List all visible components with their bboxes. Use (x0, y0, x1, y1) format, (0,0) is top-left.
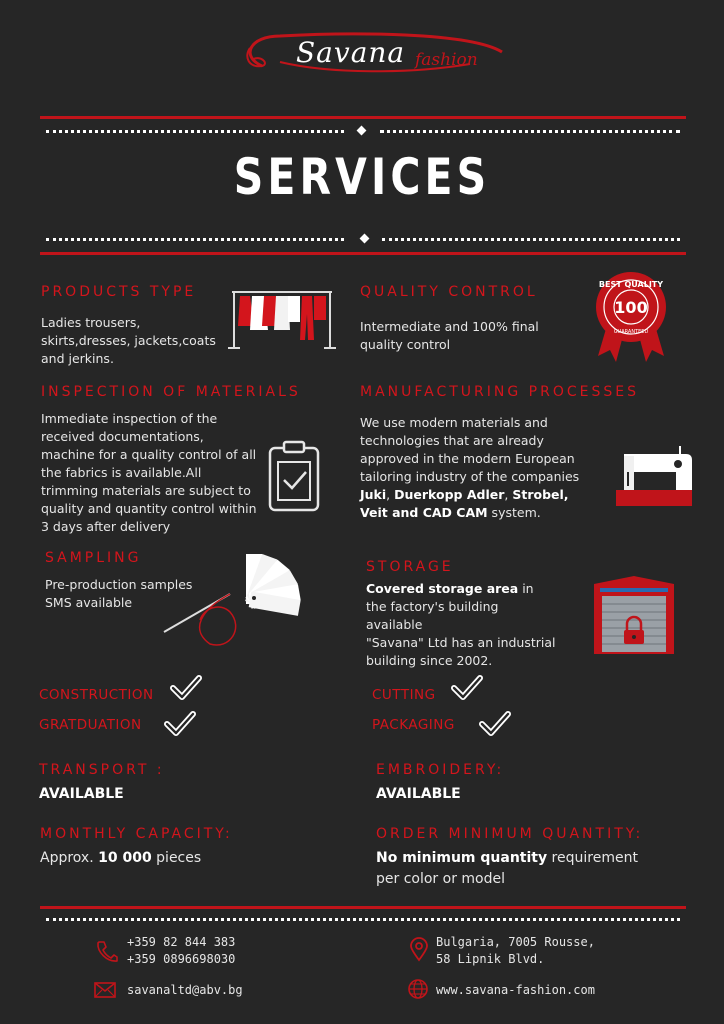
location-pin-icon (409, 938, 429, 962)
manufacturing-bold-1: Juki (360, 487, 387, 502)
embroidery-heading: EMBROIDERY: (376, 762, 505, 778)
email-link[interactable]: savanaltd@abv.bg (127, 983, 243, 997)
sampling-text: Pre-production samples SMS available (45, 577, 193, 610)
badge-top-text: BEST QUALITY (598, 280, 664, 289)
best-quality-badge-icon (594, 270, 668, 362)
capacity-amount: 10 000 (98, 850, 152, 866)
quality-control-heading: QUALITY CONTROL (360, 284, 538, 300)
dots-left (46, 238, 344, 241)
website-link[interactable]: www.savana-fashion.com (436, 983, 595, 997)
clipboard-check-icon (268, 440, 322, 512)
sewing-machine-icon (612, 442, 694, 510)
manufacturing-text-3: , (504, 487, 513, 502)
storage-text-1: in the factory's building available (366, 581, 534, 632)
logo-main: Savana (296, 36, 406, 69)
storage-heading: STORAGE (366, 559, 454, 575)
capacity-suffix: pieces (151, 850, 202, 866)
quality-control-text: Intermediate and 100% final quality control (360, 319, 539, 352)
clothes-rack-icon (228, 286, 338, 352)
phone-1[interactable]: +359 82 844 383 (127, 935, 236, 949)
transport-heading: TRANSPORT : (39, 762, 165, 778)
inspection-heading: INSPECTION OF MATERIALS (41, 384, 301, 400)
dots-left (46, 130, 344, 133)
storage-text (366, 580, 556, 670)
logo-sub: fashion (415, 50, 478, 70)
gradation-label: GRATDUATION (39, 717, 142, 733)
check-icon (478, 710, 512, 736)
fabric-swatch-needle-icon (160, 550, 310, 650)
check-icon (450, 674, 484, 700)
check-icon (163, 710, 197, 736)
capacity-heading: MONTHLY CAPACITY: (40, 826, 233, 842)
moq-text (376, 848, 676, 890)
storage-bold: Covered storage area (366, 581, 519, 596)
address-1: Bulgaria, 7005 Rousse, (436, 935, 595, 949)
dots-footer (46, 918, 680, 921)
storage-text-2: "Savana" Ltd has an industrial building since 2002. (366, 635, 556, 668)
inspection-text: Immediate inspection of the received documentations, machine for a quality control of all the fabrics is available.All trimming materials are subject to quality and quantity control within 3 days after delivery (41, 411, 257, 534)
cutting-label: CUTTING (372, 687, 436, 703)
divider-top (40, 252, 686, 255)
capacity-prefix: Approx. (40, 850, 99, 866)
manufacturing-text (360, 414, 590, 522)
manufacturing-text-2: , (386, 487, 395, 502)
products-type-heading: PRODUCTS TYPE (41, 284, 197, 300)
manufacturing-heading: MANUFACTURING PROCESSES (360, 384, 639, 400)
moq-bold: No minimum quantity (376, 850, 548, 866)
page-title: SERVICES (233, 148, 491, 206)
construction-label: CONSTRUCTION (39, 687, 154, 703)
divider-top (40, 116, 686, 119)
sampling-heading: SAMPLING (45, 550, 142, 566)
manufacturing-bold-2: Duerkopp Adler (394, 487, 505, 502)
storage-garage-icon (592, 574, 676, 656)
capacity-text (40, 848, 201, 869)
embroidery-value: AVAILABLE (376, 786, 461, 802)
moq-text-1: requirement (547, 850, 638, 866)
check-icon (169, 674, 203, 700)
moq-heading: ORDER MINIMUM QUANTITY: (376, 826, 644, 842)
packaging-label: PACKAGING (372, 717, 455, 733)
diamond-icon (360, 234, 370, 244)
dots-right (380, 130, 680, 133)
email-icon (94, 982, 116, 998)
products-type-text: Ladies trousers, skirts,dresses, jackets,coats and jerkins. (41, 315, 216, 366)
badge-bottom-text: GUARANTEED (613, 329, 649, 335)
globe-icon (408, 979, 428, 999)
manufacturing-bold-3: Strobel, Veit and CAD CAM (360, 487, 569, 520)
dots-right (382, 238, 680, 241)
transport-value: AVAILABLE (39, 786, 124, 802)
badge-number: 100 (614, 298, 648, 317)
address-2: 58 Lipnik Blvd. (436, 952, 545, 966)
manufacturing-text-4: system. (487, 505, 541, 520)
moq-text-2: per color or model (376, 871, 505, 887)
diamond-icon (357, 126, 367, 136)
divider-footer (40, 906, 686, 909)
phone-2[interactable]: +359 0896698030 (127, 952, 236, 966)
manufacturing-text-1: We use modern materials and technologies that are already approved in the modern European tailoring industry of the companies (360, 415, 580, 484)
phone-icon (95, 940, 117, 962)
